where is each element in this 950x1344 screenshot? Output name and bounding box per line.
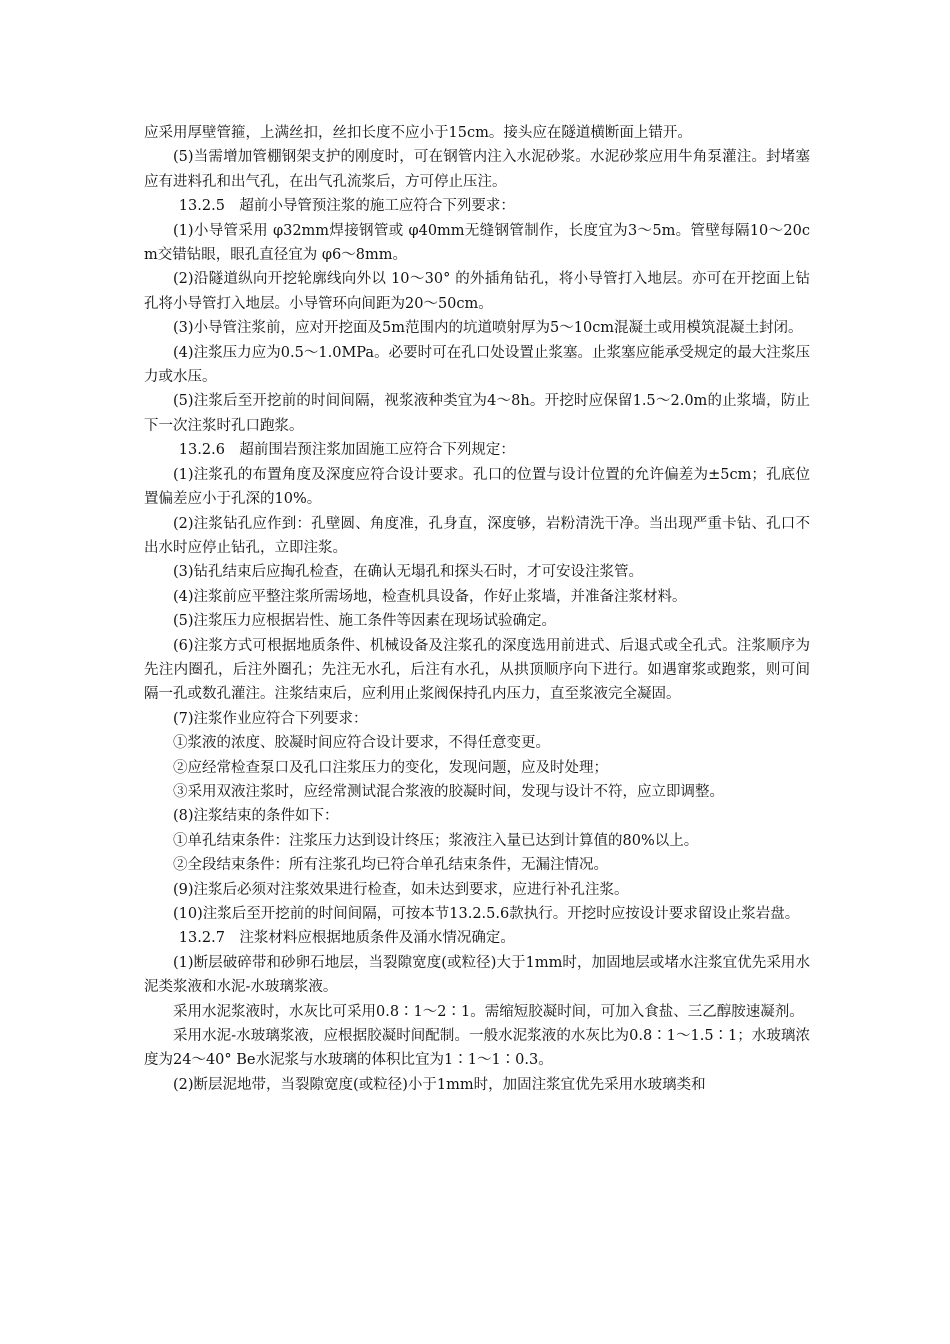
paragraph-item-2: (2)注浆钻孔应作到：孔壁圆、角度准，孔身直，深度够，岩粉清洗干净。当出现严重卡钻、孔口不出水时应停止钻孔，立即注浆。 — [144, 515, 810, 556]
clause-13-2-7: 13.2.7 注浆材料应根据地质条件及涌水情况确定。 — [178, 930, 515, 947]
sub-item-2: ②全段结束条件：所有注浆孔均已符合单孔结束条件，无漏注情况。 — [173, 857, 608, 874]
paragraph-item-1: (1)断层破碎带和砂卵石地层，当裂隙宽度(或粒径)大于1mm时，加固地层或堵水注浆宜优先采用水泥类浆液和水泥-水玻璃浆液。 — [144, 954, 810, 996]
paragraph-item-1: (1)注浆孔的布置角度及深度应符合设计要求。孔口的位置与设计位置的允许偏差为±5cm；孔底位置偏差应小于孔深的10%。 — [144, 466, 810, 508]
paragraph-item-3: (3)钻孔结束后应掏孔检查，在确认无塌孔和探头石时，才可安设注浆管。 — [173, 564, 644, 581]
paragraph-item-5: (5)注浆后至开挖前的时间间隔，视浆液种类宜为4～8h。开挖时应保留1.5～2.0m的止浆墙，防止下一次注浆时孔口跑浆。 — [144, 393, 810, 434]
paragraph-cement-water-glass: 采用水泥-水玻璃浆液，应根据胶凝时间配制。一般水泥浆液的水灰比为0.8∶1～1.5∶1；水玻璃浓度为24～40° Be水泥浆与水玻璃的体积比宜为1∶1～1∶0.3。 — [144, 1028, 810, 1069]
sub-item-1: ①浆液的浓度、胶凝时间应符合设计要求，不得任意变更。 — [173, 735, 550, 752]
paragraph-item-6: (6)注浆方式可根据地质条件、机械设备及注浆孔的深度选用前进式、后退式或全孔式。注浆顺序为先注内圈孔，后注外圈孔；先注无水孔，后注有水孔，从拱顶顺序向下进行。如遇窜浆或跑浆，则可间隔一孔或数孔灌注。注浆结束后，应利用止浆阀保持孔内压力，直至浆液完全凝固。 — [144, 637, 810, 703]
paragraph-item-5: (5)注浆压力应根据岩性、施工条件等因素在现场试验确定。 — [173, 613, 557, 630]
paragraph-cement-slurry: 采用水泥浆液时，水灰比可采用0.8∶1～2∶1。需缩短胶凝时间，可加入食盐、三乙醇胺速凝剂。 — [173, 1003, 804, 1020]
paragraph-item-10: (10)注浆后至开挖前的时间间隔，可按本节13.2.5.6款执行。开挖时应按设计要求留设止浆岩盘。 — [173, 906, 800, 922]
paragraph-item-7: (7)注浆作业应符合下列要求： — [173, 710, 368, 727]
paragraph-item-8: (8)注浆结束的条件如下： — [173, 808, 339, 825]
paragraph-continuation: 应采用厚壁管箍，上满丝扣，丝扣长度不应小于15cm。接头应在隧道横断面上错开。 — [144, 125, 692, 141]
paragraph-item-4: (4)注浆压力应为0.5～1.0MPa。必要时可在孔口处设置止浆塞。止浆塞应能承受规定的最大注浆压力或水压。 — [144, 344, 810, 386]
paragraph-item-5-pipe-roof: (5)当需增加管棚钢架支护的刚度时，可在钢管内注入水泥砂浆。水泥砂浆应用牛角泵灌注。封堵塞应有进料孔和出气孔，在出气孔流浆后，方可停止压注。 — [144, 149, 810, 190]
paragraph-item-3: (3)小导管注浆前，应对开挖面及5m范围内的坑道喷射厚为5～10cm混凝土或用模筑混凝土封闭。 — [173, 320, 803, 337]
paragraph-item-4: (4)注浆前应平整注浆所需场地，检查机具设备，作好止浆墙，并准备注浆材料。 — [173, 588, 687, 605]
paragraph-item-2: (2)沿隧道纵向开挖轮廓线向外以 10～30° 的外插角钻孔，将小导管打入地层。亦可在开挖面上钻孔将小导管打入地层。小导管环向间距为20～50cm。 — [144, 271, 810, 312]
clause-13-2-6: 13.2.6 超前围岩预注浆加固施工应符合下列规定： — [178, 442, 515, 459]
paragraph-item-9: (9)注浆后必须对注浆效果进行检查，如未达到要求，应进行补孔注浆。 — [173, 881, 629, 898]
sub-item-1: ①单孔结束条件：注浆压力达到设计终压；浆液注入量已达到计算值的80%以上。 — [173, 832, 699, 849]
sub-item-2: ②应经常检查泵口及孔口注浆压力的变化，发现问题，应及时处理； — [173, 759, 608, 776]
document-page — [144, 121, 810, 1097]
sub-item-3: ③采用双液注浆时，应经常测试混合浆液的胶凝时间，发现与设计不符，应立即调整。 — [173, 783, 724, 800]
paragraph-item-2: (2)断层泥地带，当裂隙宽度(或粒径)小于1mm时，加固注浆宜优先采用水玻璃类和 — [173, 1076, 706, 1093]
paragraph-item-1: (1)小导管采用 φ32mm焊接钢管或 φ40mm无缝钢管制作，长度宜为3～5m。管壁每隔10～20cm交错钻眼，眼孔直径宜为 φ6～8mm。 — [144, 222, 810, 264]
clause-13-2-5: 13.2.5 超前小导管预注浆的施工应符合下列要求： — [178, 198, 515, 215]
